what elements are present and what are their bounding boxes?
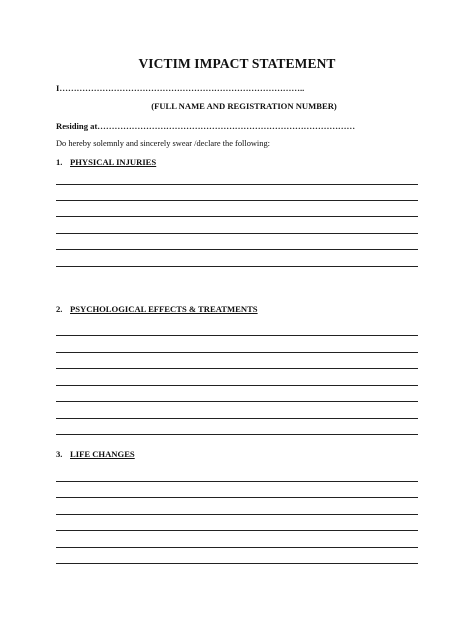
writing-line [56,434,418,435]
name-fill-line: I………………………………………………………………………….. [56,83,305,93]
writing-line [56,563,418,564]
section-title: PHYSICAL INJURIES [70,157,157,167]
section-number: 1. [56,157,63,167]
writing-line [56,514,418,515]
writing-line [56,368,418,369]
writing-line [56,530,418,531]
section-heading-physical-injuries [56,157,156,167]
section-number: 2. [56,304,63,314]
writing-line [56,200,418,201]
section-title: PSYCHOLOGICAL EFFECTS & TREATMENTS [70,304,258,314]
writing-line [56,385,418,386]
writing-line [56,184,418,185]
writing-line [56,266,418,267]
writing-line [56,547,418,548]
section-heading-psychological-effects [56,304,258,314]
writing-line [56,352,418,353]
document-title: VICTIM IMPACT STATEMENT [138,56,336,71]
section-number: 3. [56,449,63,459]
section-title: LIFE CHANGES [70,449,135,459]
writing-line [56,418,418,419]
writing-line [56,233,418,234]
residing-fill-line: Residing at……………………………………………………………………………… [56,121,356,131]
section-heading-life-changes [56,449,135,459]
declaration-text: Do hereby solemnly and sincerely swear /declare the following: [56,139,270,148]
writing-line [56,481,418,482]
writing-line [56,401,418,402]
writing-line [56,497,418,498]
name-caption: (FULL NAME AND REGISTRATION NUMBER) [151,101,337,111]
writing-line [56,216,418,217]
writing-line [56,335,418,336]
writing-line [56,249,418,250]
